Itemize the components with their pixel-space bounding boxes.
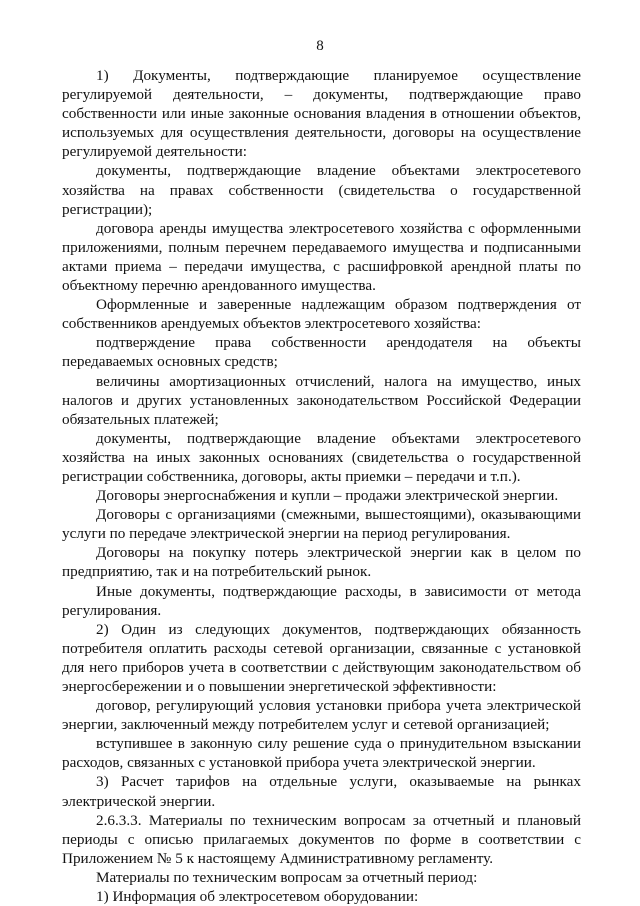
paragraph: Договоры энергоснабжения и купли – продажи электрической энергии. — [96, 487, 559, 505]
paragraph: 1) Документы, подтверждающие планируемое осуществление регулируемой деятельности, – документы, подтверждающие право собственности или иные законные основания владения в отношении объектов, используемых для осуществления деятельности, договоры на осуществление регулируемой деятельности: — [62, 67, 581, 161]
paragraph: Договоры на покупку потерь электрической энергии как в целом по предприятию, так и на потребительский рынок. — [62, 544, 581, 581]
paragraph: Оформленные и заверенные надлежащим образом подтверждения от собственников арендуемых объектов электросетевого хозяйства: — [62, 296, 581, 333]
paragraph: 2.6.3.3. Материалы по техническим вопросам за отчетный и плановый периоды с описью прилагаемых документов по форме в соответствии с Приложением № 5 к настоящему Административному регламенту. — [62, 811, 581, 867]
paragraph: договора аренды имущества электросетевого хозяйства с оформленными приложениями, полным перечнем передаваемого имущества и подписанными актами приема – передачи имущества, с расшифровкой арендной платы по объектному перечню арендованного имущества. — [62, 219, 581, 295]
paragraph: вступившее в законную силу решение суда о принудительном взыскании расходов, связанных с установкой прибора учета электрической энергии. — [62, 735, 581, 772]
paragraph: договор, регулирующий условия установки прибора учета электрической энергии, заключенный между потребителем услуг и сетевой организацией; — [62, 697, 581, 734]
paragraph: 3) Расчет тарифов на отдельные услуги, оказываемые на рынках электрической энергии. — [62, 773, 581, 810]
paragraph: Договоры с организациями (смежными, вышестоящими), оказывающими услуги по передаче электрической энергии на период регулирования. — [62, 506, 581, 543]
paragraph: документы, подтверждающие владение объектами электросетевого хозяйства на иных законных основаниях (свидетельства о государственной регистрации собственника, договоры, акты приемки – передачи и т.п.). — [62, 429, 581, 485]
paragraph: документы, подтверждающие владение объектами электросетевого хозяйства на правах собственности (свидетельства о государственной регистрации); — [62, 162, 581, 218]
paragraph: подтверждение права собственности арендодателя на объекты передаваемых основных средств; — [62, 334, 581, 371]
document-body — [62, 66, 581, 906]
paragraph: Иные документы, подтверждающие расходы, в зависимости от метода регулирования. — [62, 582, 581, 619]
paragraph: 1) Информация об электросетевом оборудовании: — [96, 888, 419, 906]
paragraph: Материалы по техническим вопросам за отчетный период: — [96, 868, 478, 886]
paragraph: 2) Один из следующих документов, подтверждающих обязанность потребителя оплатить расходы сетевой организации, связанные с установкой для него приборов учета в соответствии с действующим законодательством об энергосбережении и о повышении энергетической эффективности: — [62, 620, 581, 695]
page-number: 8 — [316, 38, 324, 54]
paragraph: величины амортизационных отчислений, налога на имущество, иных налогов и других установленных законодательством Российской Федерации обязательных платежей; — [62, 372, 581, 428]
